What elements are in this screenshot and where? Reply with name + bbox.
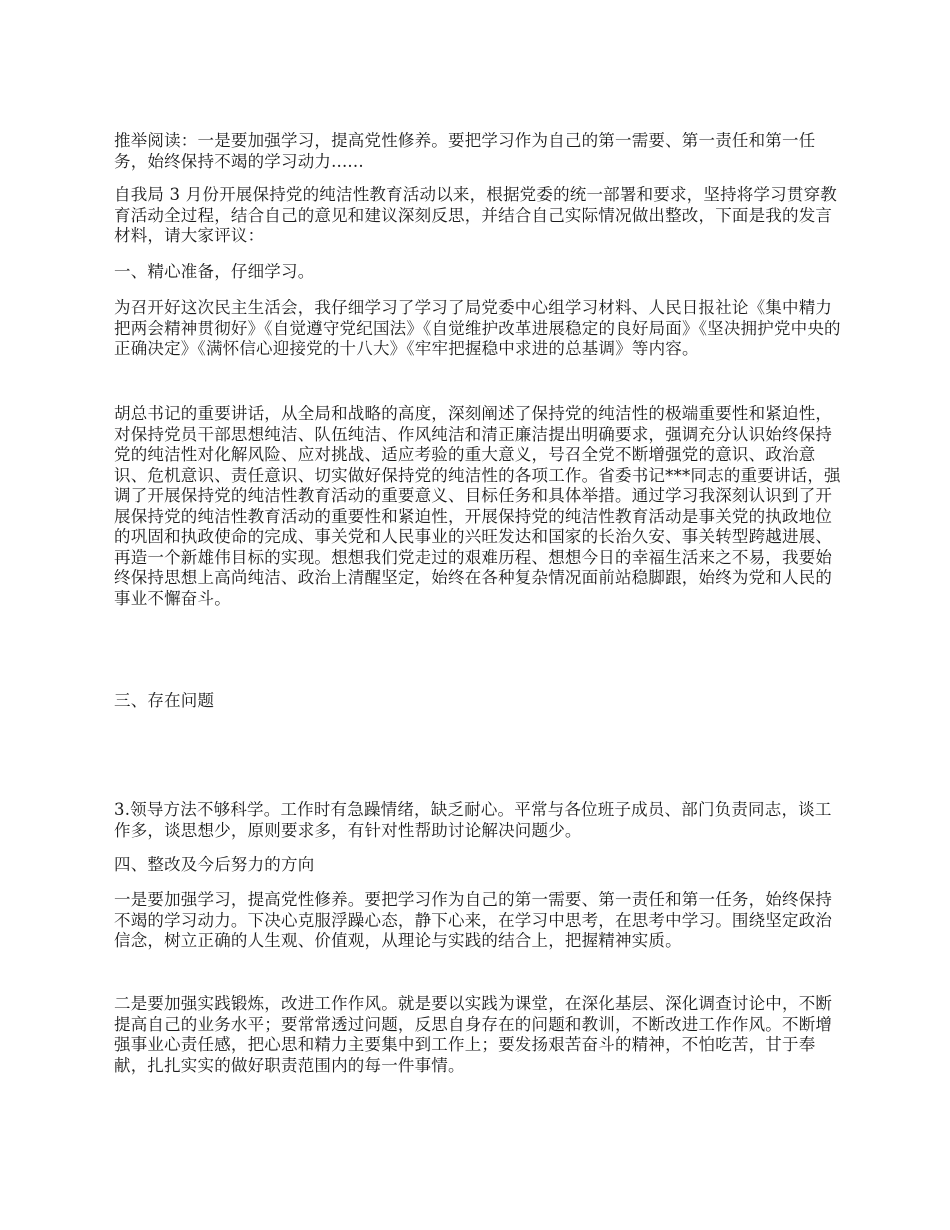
section-heading-3: 三、存在问题 [114, 691, 215, 710]
section-heading-4: 四、整改及今后努力的方向 [114, 855, 315, 874]
study-paragraph: 为召开好这次民主生活会，我仔细学习了学习了局党委中心组学习材料、人民日报社论《集中精力把两会精神贯彻好》《自觉遵守党纪国法》《自觉维护改革进展稳定的良好局面》《坚决拥护党中央的正确决定》《满怀信心迎接党的十八大》《牢牢把握稳中求进的总基调》等内容。 [114, 298, 841, 358]
intro-paragraph: 自我局 3 月份开展保持党的纯洁性教育活动以来，根据党委的统一部署和要求，坚持将学习贯穿教育活动全过程，结合自己的意见和建议深刻反思，并结合自己实际情况做出整改，下面是我的发言材料，请大家评议： [114, 185, 837, 245]
problem-paragraph: 3.领导方法不够科学。工作时有急躁情绪，缺乏耐心。平常与各位班子成员、部门负责同志，谈工作多，谈思想少，原则要求多，有针对性帮助讨论解决问题少。 [114, 800, 832, 840]
section-heading-1: 一、精心准备，仔细学习。 [114, 262, 315, 281]
rectification-paragraph-1: 一是要加强学习，提高党性修养。要把学习作为自己的第一需要、第一责任和第一任务，始终保持不竭的学习动力。下决心克服浮躁心态，静下心来，在学习中思考，在思考中学习。围绕坚定政治信念，树立正确的人生观、价值观，从理论与实践的结合上，把握精神实质。 [114, 890, 833, 950]
recommended-reading-paragraph: 推举阅读：一是要加强学习，提高党性修养。要把学习作为自己的第一需要、第一责任和第一任务，始终保持不竭的学习动力...... [114, 131, 816, 171]
speech-paragraph: 胡总书记的重要讲话，从全局和战略的高度，深刻阐述了保持党的纯洁性的极端重要性和紧迫性，对保持党员干部思想纯洁、队伍纯洁、作风纯洁和清正廉洁提出明确要求，强调充分认识始终保持党的纯洁性对化解风险、应对挑战、适应考验的重大意义，号召全党不断增强党的意识、政治意识、危机意识、责任意识、切实做好保持党的纯洁性的各项工作。省委书记***同志的重要讲话，强调了开展保持党的纯洁性教育活动的重要意义、目标任务和具体举措。通过学习我深刻认识到了开展保持党的纯洁性教育活动的重要性和紧迫性，开展保持党的纯洁性教育活动是事关党的执政地位的巩固和执政使命的完成、事关党和人民事业的兴旺发达和国家的长治久安、事关转型跨越进展、再造一个新雄伟目标的实现。想想我们党走过的艰难历程、想想今日的幸福生活来之不易，我要始终保持思想上高尚纯洁、政治上清醒坚定，始终在各种复杂情况面前站稳脚跟，始终为党和人民的事业不懈奋斗。 [114, 404, 841, 608]
rectification-paragraph-2: 二是要加强实践锻炼，改进工作作风。就是要以实践为课堂，在深化基层、深化调查讨论中，不断提高自己的业务水平；要常常透过问题，反思自身存在的问题和教训，不断改进工作作风。不断增强事业心责任感，把心思和精力主要集中到工作上；要发扬艰苦奋斗的精神，不怕吃苦，甘于奉献，扎扎实实的做好职责范围内的每一件事情。 [114, 994, 833, 1075]
